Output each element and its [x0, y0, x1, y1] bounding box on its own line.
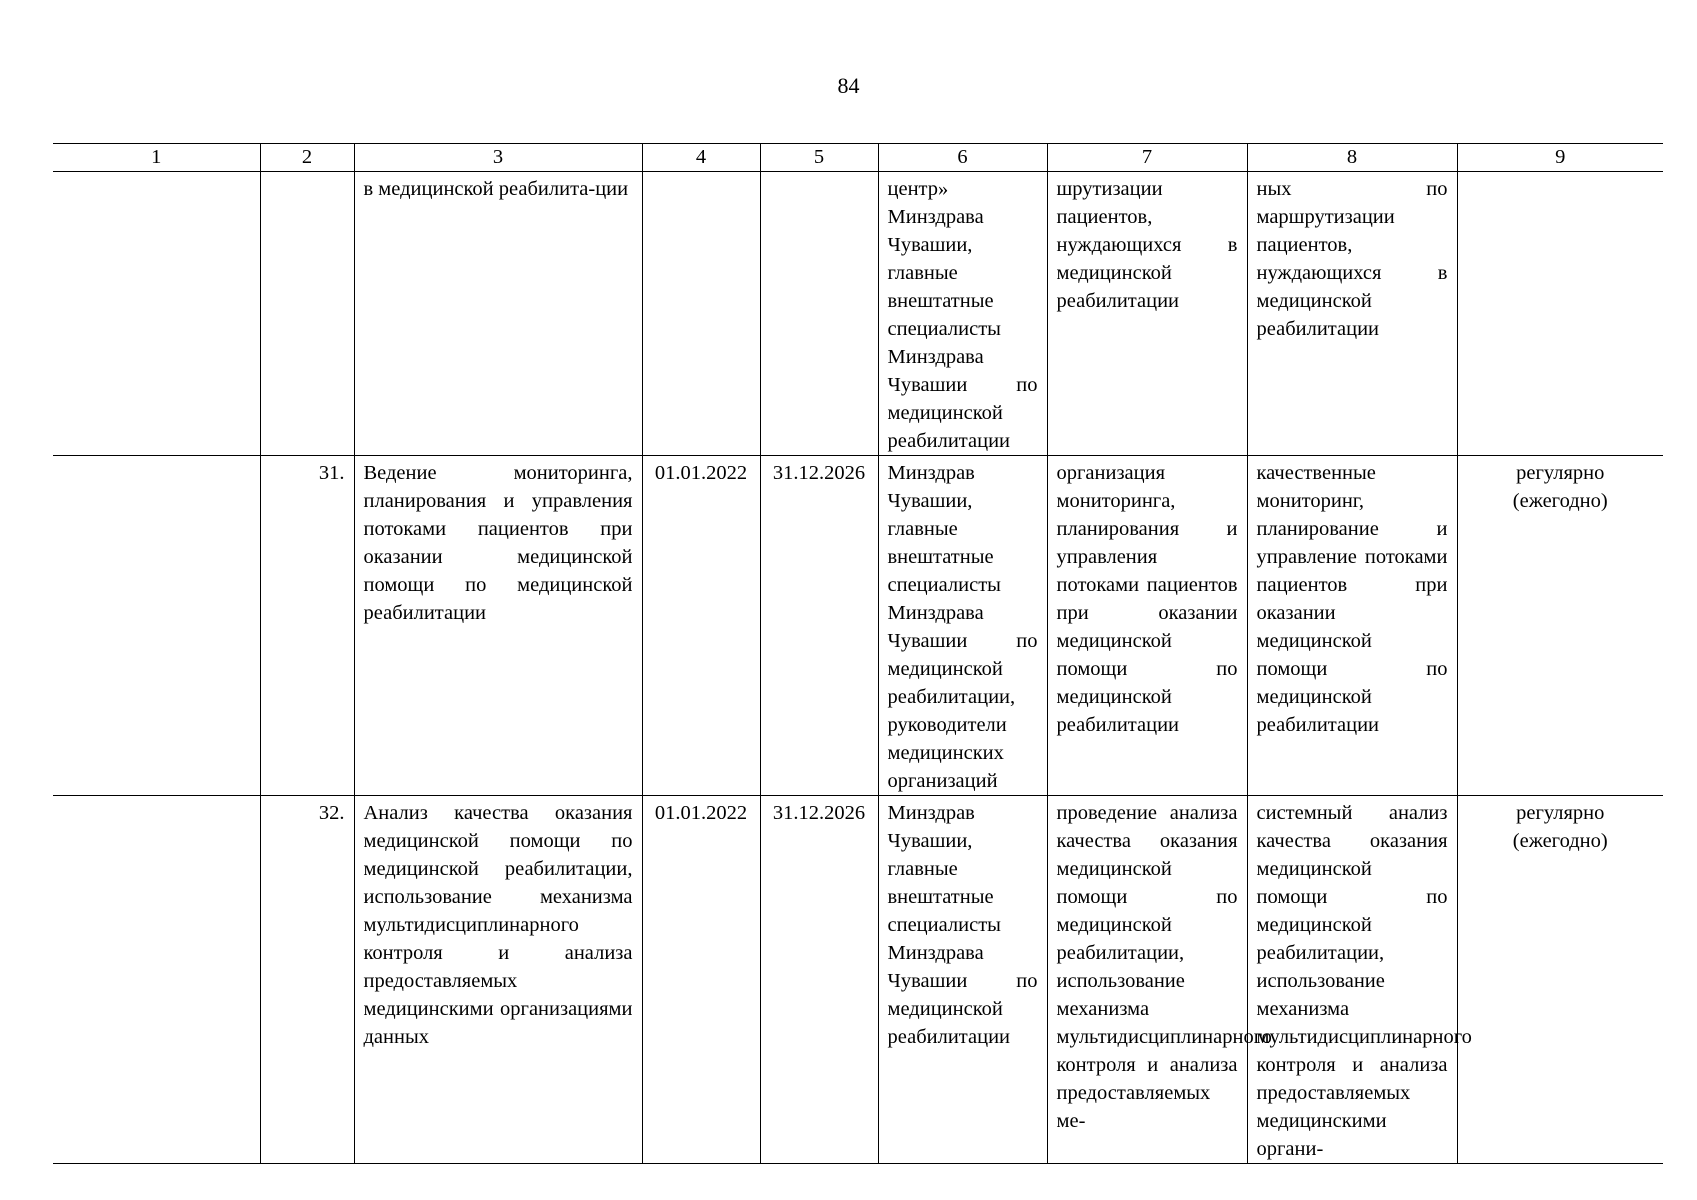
cell-activity: Ведение мониторинга, планирования и управления потоками пациентов при оказании медицинской помощи по медицинской реабилитации — [354, 456, 642, 796]
cell-col1 — [53, 172, 260, 456]
cell-col1 — [53, 456, 260, 796]
cell-frequency: регулярно (ежегодно) — [1457, 456, 1663, 796]
cell-end-date — [760, 172, 878, 456]
table-row — [53, 456, 1663, 796]
cell-description: проведение анализа качества оказания медицинской помощи по медицинской реабилитации, использование механизма мультидисциплинарного контроля и анализа предоставляемых ме- — [1047, 796, 1247, 1164]
header-cell: 1 — [53, 144, 260, 172]
cell-start-date: 01.01.2022 — [642, 456, 760, 796]
cell-item-number — [260, 172, 354, 456]
cell-start-date: 01.01.2022 — [642, 796, 760, 1164]
table-row — [53, 796, 1663, 1164]
cell-responsible: Минздрав Чувашии, главные внештатные специалисты Минздрава Чувашии по медицинской реабилитации — [878, 796, 1047, 1164]
header-cell: 2 — [260, 144, 354, 172]
header-cell: 8 — [1247, 144, 1457, 172]
cell-activity: Анализ качества оказания медицинской помощи по медицинской реабилитации, использование механизма мультидисциплинарного контроля и анализа предоставляемых медицинскими организациями данных — [354, 796, 642, 1164]
cell-result: ных по маршрутизации пациентов, нуждающихся в медицинской реабилитации — [1247, 172, 1457, 456]
cell-result: качественные мониторинг, планирование и управление потоками пациентов при оказании медицинской помощи по медицинской реабилитации — [1247, 456, 1457, 796]
header-cell: 5 — [760, 144, 878, 172]
cell-end-date: 31.12.2026 — [760, 796, 878, 1164]
header-row — [53, 144, 1663, 172]
header-cell: 4 — [642, 144, 760, 172]
cell-frequency — [1457, 172, 1663, 456]
table-row — [53, 172, 1663, 456]
cell-start-date — [642, 172, 760, 456]
header-cell: 6 — [878, 144, 1047, 172]
header-cell: 9 — [1457, 144, 1663, 172]
cell-frequency: регулярно (ежегодно) — [1457, 796, 1663, 1164]
cell-responsible: центр» Минздрава Чувашии, главные внештатные специалисты Минздрава Чувашии по медицинской реабилитации — [878, 172, 1047, 456]
cell-col1 — [53, 796, 260, 1164]
cell-end-date: 31.12.2026 — [760, 456, 878, 796]
cell-result: системный анализ качества оказания медицинской помощи по медицинской реабилитации, использование механизма мультидисциплинарного контроля и анализа предоставляемых медицинскими органи- — [1247, 796, 1457, 1164]
plan-table — [53, 143, 1663, 1164]
cell-description: шрутизации пациентов, нуждающихся в медицинской реабилитации — [1047, 172, 1247, 456]
header-cell: 3 — [354, 144, 642, 172]
header-cell: 7 — [1047, 144, 1247, 172]
page-number: 84 — [837, 73, 860, 98]
cell-description: организация мониторинга, планирования и управления потоками пациентов при оказании медицинской помощи по медицинской реабилитации — [1047, 456, 1247, 796]
cell-item-number: 31. — [260, 456, 354, 796]
cell-item-number: 32. — [260, 796, 354, 1164]
cell-responsible: Минздрав Чувашии, главные внештатные специалисты Минздрава Чувашии по медицинской реабилитации, руководители медицинских организаций — [878, 456, 1047, 796]
cell-activity: в медицинской реабилита-ции — [354, 172, 642, 456]
